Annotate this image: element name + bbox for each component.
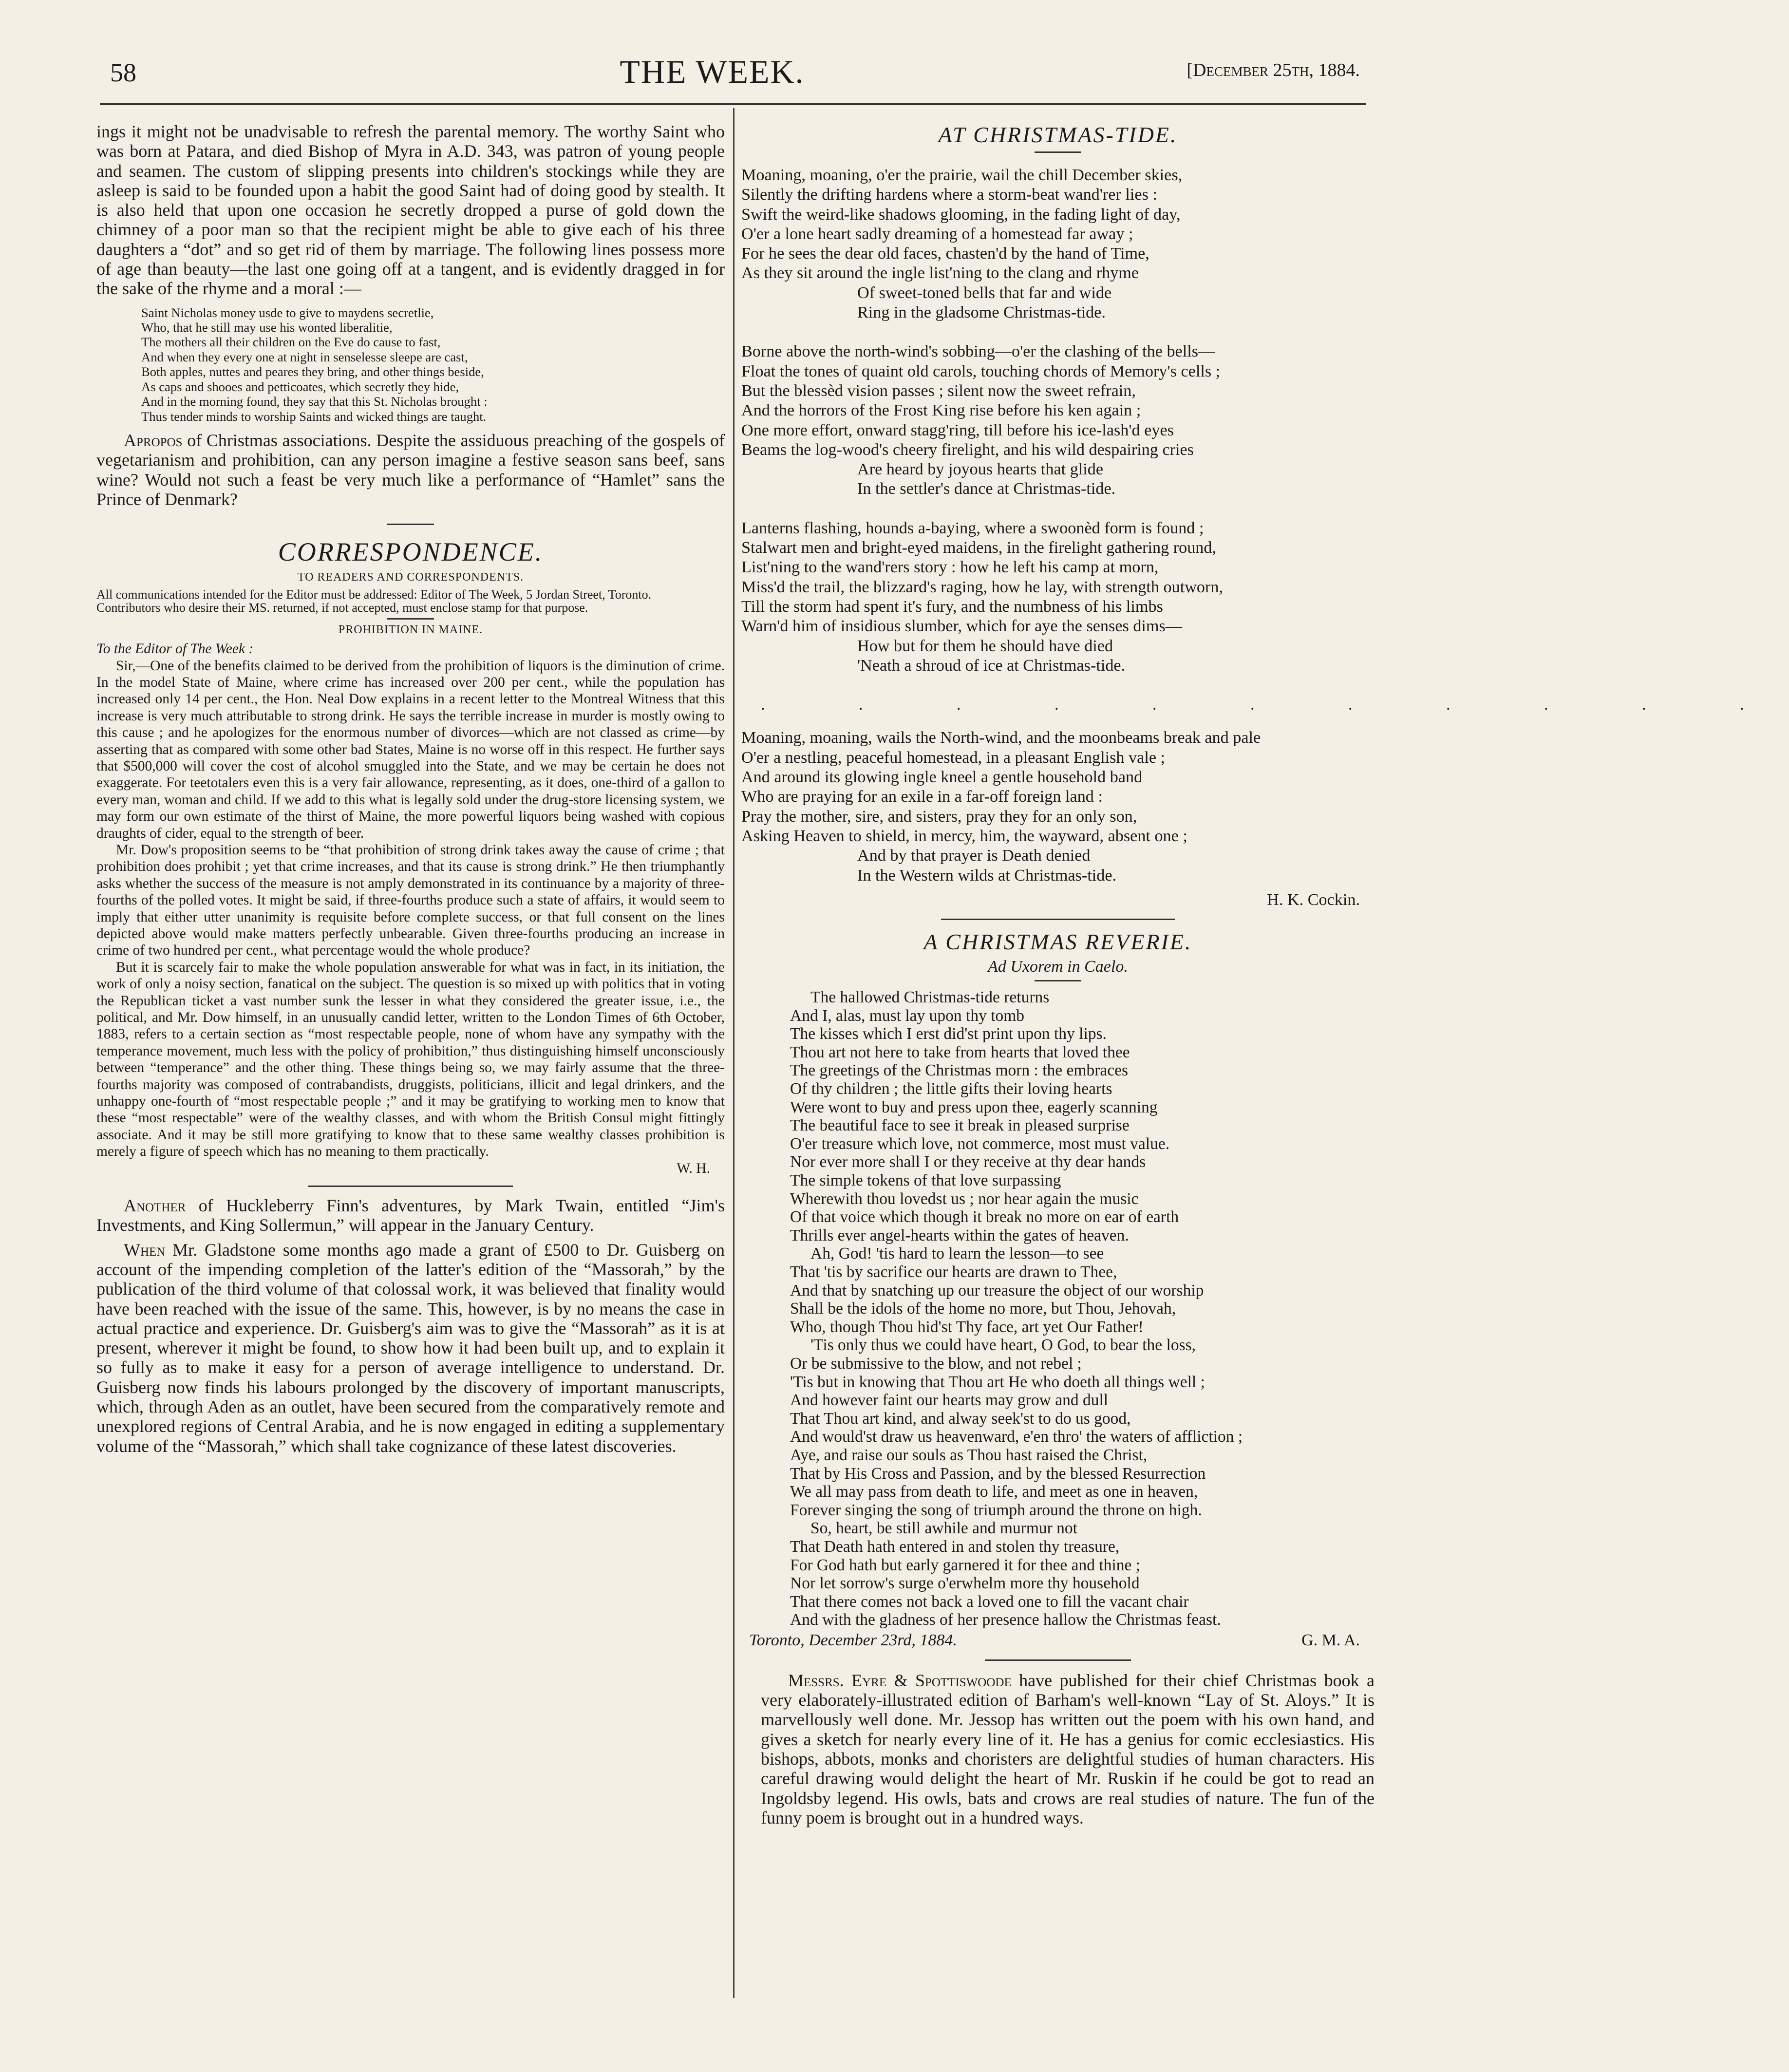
poem-line: Warn'd him of insidious slumber, which for aye the senses dims—	[741, 617, 1183, 636]
page-number: 58	[110, 58, 136, 87]
to-editor-line: To the Editor of The Week :	[96, 641, 254, 657]
poem-line: Swift the weird-like shadows glooming, in the fading light of day,	[741, 205, 1181, 224]
poem-line: Who are praying for an exile in a far-off foreign land :	[741, 788, 1103, 806]
poem-line: Borne above the north-wind's sobbing—o'er the clashing of the bells—	[741, 342, 1215, 361]
section-rule	[1035, 151, 1081, 153]
reverie-line: O'er treasure which love, not commerce, most must value.	[790, 1134, 1170, 1153]
section-rule	[941, 919, 1175, 920]
prohibition-letter	[96, 658, 725, 1160]
poem-line: Till the storm had spent it's fury, and the numbness of his limbs	[741, 597, 1163, 616]
poem-line: O'er a nestling, peaceful homestead, in a pleasant English vale ;	[741, 748, 1166, 767]
poem-line: Ring in the gladsome Christmas-tide.	[857, 303, 1106, 322]
reverie-line: That there comes not back a loved one to fill the vacant chair	[790, 1592, 1189, 1611]
poem-reverie-subtitle: Ad Uxorem in Caelo.	[988, 958, 1128, 976]
reverie-line: The greetings of the Christmas morn : the embraces	[790, 1061, 1128, 1080]
reverie-line: That 'tis by sacrifice our hearts are drawn to Thee,	[790, 1263, 1117, 1281]
verse-line: And in the morning found, they say that this St. Nicholas brought :	[141, 394, 488, 409]
reverie-line: And would'st draw us heavenward, e'en thro' the waters of affliction ;	[790, 1428, 1243, 1446]
stanza-break-dots: . . . . . . . . . . .	[761, 696, 1789, 714]
poem-christmas-tide	[741, 166, 1789, 885]
reverie-line: So, heart, be still awhile and murmur not	[810, 1519, 1077, 1538]
poem-line: For he sees the dear old faces, chasten'd by the hand of Time,	[741, 245, 1149, 263]
reverie-line: 'Tis only thus we could have heart, O God, to bear the loss,	[810, 1336, 1196, 1355]
poem-line: Moaning, moaning, o'er the prairie, wail the chill December skies,	[741, 166, 1183, 184]
reverie-line: And that by snatching up our treasure the object of our worship	[790, 1281, 1204, 1300]
letter-paragraph: Sir,—One of the benefits claimed to be derived from the prohibition of liquors is the diminution of crime. In the model State of Maine, where crime has increased over 200 per cent., while the population has increased only 14 per cent., the Hon. Neal Dow explains in a recent letter to the Montreal Witness that this increase is very much attributable to strong drink. He says the terrible increase in murder is mostly owing to this cause ; and he apologizes for the enormous number of divorces—which are not classed as crime—by asserting that as compared with some other bad States, Maine is no worse off in this respect. He further says that $500,000 will cover the cost of alcohol smuggled into the State, and we may be certain he does not exaggerate. For teetotalers even this is a very fair allowance, representing, as it does, one-third of a gallon to every man, woman and child. If we add to this what is legally sold under the drug-store licensing system, we may form our own estimate of the thirst of Maine, the more powerful liquors being washed with copious draughts of cider, equal to the strength of beer.	[96, 658, 725, 841]
section-rule	[387, 618, 434, 620]
poem-line: And by that prayer is Death denied	[857, 847, 1091, 865]
verse-line: The mothers all their children on the Eve do cause to fast,	[141, 335, 441, 350]
reverie-line: And however faint our hearts may grow and dull	[790, 1391, 1109, 1410]
apropos-lead: Apropos	[124, 430, 183, 450]
poem-stanza	[741, 728, 1375, 885]
poem-line: One more effort, onward stagg'ring, till before his ice-lash'd eyes	[741, 421, 1174, 439]
huckleberry-paragraph	[96, 1196, 725, 1235]
reverie-line: Thou art not here to take from hearts that loved thee	[790, 1043, 1130, 1061]
masthead-title: THE WEEK.	[620, 53, 805, 90]
reverie-line: The beautiful face to see it break in pleased surprise	[790, 1116, 1130, 1135]
letter-paragraph: But it is scarcely fair to make the whole population answerable for what was in fact, in its initiation, the work of only a noisy section, fanatical on the subject. The question is so mixed up with politics that in voting the Republican ticket a vast number sunk the lesser in what they considered the greater issue, i.e., the political, and Mr. Dow himself, in an unusually candid letter, written to the London Times of 6th October, 1883, refers to a certain section as “most respectable people, none of whom have any sympathy with the temperance movement, much less with the policy of prohibition,” thus distinguishing himself unconsciously between “temperance” and the other thing. These things being so, we may fairly assume that the three-fourths majority was composed of contrabandists, druggists, politicians, illicit and legal drinkers, and the unhappy one-fourth of “most respectable people ;” and it may be gratifying to working men to know that these “most respectable” were of the wealthy classes, and with whom the British Consul might fittingly associate. And it may be still more gratifying to know that to these same wealthy classes prohibition is merely a figure of speech which has no meaning to them practically.	[96, 959, 725, 1160]
another-lead: Another	[124, 1196, 186, 1216]
reverie-line: Shall be the idols of the home no more, but Thou, Jehovah,	[790, 1300, 1176, 1318]
poem-line: List'ning to the wand'rers story : how he left his camp at morn,	[741, 558, 1159, 577]
another-text: of Huckleberry Finn's adventures, by Mark Twain, entitled “Jim's Investments, and King Sollermun,” will appear in the January Century.	[96, 1196, 725, 1235]
verse-line: As caps and shooes and petticoates, which secretly they hide,	[141, 379, 459, 394]
section-rule	[1035, 980, 1081, 981]
poem-reverie	[741, 988, 1375, 1629]
poem-line: Float the tones of quaint old carols, touching chords of Memory's cells ;	[741, 362, 1221, 380]
section-rule	[308, 1186, 513, 1187]
poem-christmas-tide-title: AT CHRISTMAS-TIDE.	[938, 122, 1178, 147]
poem-line: Pray the mother, sire, and sisters, pray they for an only son,	[741, 807, 1137, 826]
column-divider	[733, 108, 734, 1998]
poem-reverie-title: A CHRISTMAS REVERIE.	[923, 929, 1192, 955]
reverie-line: Aye, and raise our souls as Thou hast raised the Christ,	[790, 1446, 1148, 1464]
right-column	[741, 122, 1789, 2002]
reverie-line: The simple tokens of that love surpassing	[790, 1171, 1061, 1190]
reverie-line: 'Tis but in knowing that Thou art He who doeth all things well ;	[790, 1373, 1205, 1391]
section-rule	[387, 524, 434, 525]
correspondence-note-address: All communications intended for the Editor must be addressed: Editor of The Week, 5 Jordan Street, Toronto.	[96, 587, 652, 602]
poem-line: Silently the drifting hardens where a storm-beat wand'rer lies :	[741, 186, 1157, 204]
poem-line: Lanterns flashing, hounds a-baying, where a swoonèd form is found ;	[741, 519, 1204, 537]
poem-reverie-place: Toronto, December 23rd, 1884.	[749, 1631, 957, 1649]
poem-line: Beams the log-wood's cheery firelight, and his wild despairing cries	[741, 440, 1194, 459]
reverie-line: That by His Cross and Passion, and by the blessed Resurrection	[790, 1464, 1206, 1483]
poem-stanza	[741, 519, 1375, 676]
reverie-line: That Thou art kind, and alway seek'st to do us good,	[790, 1409, 1131, 1428]
poem-reverie-signature: G. M. A.	[1301, 1631, 1360, 1649]
poem-line: In the Western wilds at Christmas-tide.	[857, 866, 1117, 885]
poem-line: Moaning, moaning, wails the North-wind, and the moonbeams break and pale	[741, 729, 1261, 747]
issue-date: [December 25th, 1884.	[1186, 60, 1360, 80]
reverie-line: Ah, God! 'tis hard to learn the lesson—to see	[810, 1244, 1104, 1263]
poem-stanza	[741, 342, 1375, 499]
poem-line: In the settler's dance at Christmas-tide.	[857, 480, 1116, 498]
poem-line: 'Neath a shroud of ice at Christmas-tide.	[857, 656, 1126, 675]
reverie-line: Of thy children ; the little gifts their loving hearts	[790, 1080, 1112, 1098]
poem-line: Are heard by joyous hearts that glide	[857, 460, 1104, 479]
reverie-line: For God hath but early garnered it for thee and thine ;	[790, 1556, 1141, 1574]
when-text: Mr. Gladstone some months ago made a grant of £500 to Dr. Guisberg on account of the impending completion of the latter's edition of the “Massorah,” by the publication of the third volume of that colossal work, it was believed that finality would have been reached with the issue of the same. This, however, is by no means the case in actual practice and experience. Dr. Guisberg's aim was to give the “Massorah” as it is at present, wherever it might be found, to show how it had been built up, and to explain it so fully as to make it easy for a person of average intelligence to understand. Dr. Guisberg now finds his labours prolonged by the discovery of important manuscripts, which, through Aden as an outlet, have been secured from the comparatively remote and unexplored regions of Central Arabia, and he is now engaged in editing a supplementary volume of the “Massorah,” which shall take cognizance of these latest discoveries.	[96, 1240, 725, 1456]
letter-signature: W. H.	[677, 1160, 710, 1176]
apropos-text: of Christmas associations. Despite the assiduous preaching of the gospels of vegetarianism and prohibition, can any person imagine a festive season sans beef, sans wine? Would not such a feast be very much like a performance of “Hamlet” sans the Prince of Denmark?	[96, 430, 725, 509]
verse-line: And when they every one at night in senselesse sleepe are cast,	[141, 349, 468, 364]
poem-line: Of sweet-toned bells that far and wide	[857, 283, 1112, 302]
poem-line: And the horrors of the Frost King rise before his ken again ;	[741, 401, 1141, 420]
apropos-paragraph	[96, 431, 725, 509]
poem-line: Stalwart men and bright-eyed maidens, in the firelight gathering round,	[741, 539, 1217, 557]
left-column	[96, 122, 725, 2002]
reverie-line: Who, though Thou hid'st Thy face, art yet Our Father!	[790, 1318, 1144, 1336]
eyre-spottiswoode-paragraph	[741, 1671, 1375, 1827]
poem-reverie-footer	[741, 1629, 1375, 1650]
verse-line: Who, that he still may use his wonted liberalitie,	[141, 320, 393, 335]
reverie-line: Or be submissive to the blow, and not rebel ;	[790, 1354, 1082, 1373]
eyre-lead: Messrs. Eyre & Spottiswoode	[788, 1670, 1012, 1690]
reverie-line: Nor ever more shall I or they receive at thy dear hands	[790, 1153, 1146, 1171]
reverie-line: Were wont to buy and press upon thee, eagerly scanning	[790, 1098, 1158, 1116]
when-lead: When	[124, 1240, 166, 1260]
poem-line: As they sit around the ingle list'ning to the clang and rhyme	[741, 264, 1139, 283]
poem-line: Miss'd the trail, the blizzard's raging, how he lay, with strength outworn,	[741, 578, 1223, 596]
verse-line: Both apples, nuttes and peares they bring, and other things beside,	[141, 364, 484, 379]
saint-nicholas-verse	[141, 305, 725, 424]
reverie-line: Forever singing the song of triumph around the throne on high.	[790, 1501, 1202, 1519]
reverie-line: And with the gladness of her presence hallow the Christmas feast.	[790, 1611, 1221, 1629]
verse-line: Thus tender minds to worship Saints and wicked things are taught.	[141, 409, 487, 424]
header-rule	[100, 103, 1366, 105]
reverie-line: And I, alas, must lay upon thy tomb	[790, 1006, 1025, 1025]
poem-line: And around its glowing ingle kneel a gentle household band	[741, 768, 1143, 787]
correspondence-subtitle: TO READERS AND CORRESPONDENTS.	[297, 571, 524, 584]
correspondence-title: CORRESPONDENCE.	[278, 537, 544, 567]
reverie-line: The hallowed Christmas-tide returns	[810, 988, 1050, 1007]
poem-line: Asking Heaven to shield, in mercy, him, the wayward, absent one ;	[741, 827, 1187, 845]
reverie-line: Of that voice which though it break no more on ear of earth	[790, 1208, 1179, 1226]
correspondence-note-stamp: Contributors who desire their MS. returned, if not accepted, must enclose stamp for that purpose.	[96, 601, 588, 615]
saint-nicholas-paragraph: ings it might not be unadvisable to refresh the parental memory. The worthy Saint who was born at Patara, and died Bishop of Myra in A.D. 343, was patron of young people and seamen. The custom of slipping presents into children's stockings while they are asleep is said to be founded upon a habit the good Saint had of doing good by stealth. It is also held that upon one occasion he secretly dropped a purse of gold down the chimney of a poor man so that the recipient might be able to give each of his three daughters a “dot” and so get rid of them by marriage. The following lines possess more of age than beauty—the last one going off at a tangent, and is evidently dragged in for the sake of the rhyme and a moral :—	[96, 122, 725, 299]
letter-paragraph: Mr. Dow's proposition seems to be “that prohibition of strong drink takes away the cause of crime ; that prohibition does prohibit ; yet that crime increases, and that its cause is strong drink.” He then triumphantly asks whether the success of the measure is not amply demonstrated in its continuance by a majority of three-fourths of the polled votes. It might be said, if three-fourths produce such a state of affairs, it would seem to imply that either utter unanimity is requisite before complete success, or that full consent on the lines depicted above would make matters perfectly unbearable. Given three-fourths producing an increase in crime of two hundred per cent., what percentage would the whole produce?	[96, 842, 725, 959]
reverie-line: Wherewith thou lovedst us ; nor hear again the music	[790, 1189, 1139, 1208]
prohibition-title: PROHIBITION IN MAINE.	[338, 623, 483, 637]
massorah-paragraph	[96, 1240, 725, 1456]
section-rule	[985, 1659, 1131, 1661]
poem-line: How but for them he should have died	[857, 637, 1113, 655]
reverie-line: The kisses which I erst did'st print upon thy lips.	[790, 1025, 1107, 1043]
reverie-line: We all may pass from death to life, and meet as one in heaven,	[790, 1483, 1198, 1501]
reverie-line: Thrills ever angel-hearts within the gates of heaven.	[790, 1226, 1129, 1244]
eyre-text: have published for their chief Christmas book a very elaborately-illustrated edition of Barham's well-known “Lay of St. Aloys.” It is marvellously well done. Mr. Jessop has written out the poem with his own hand, and gives a sketch for nearly every line of it. He has a genius for comic ecclesiastics. His bishops, abbots, monks and choristers are delightful studies of human characters. His careful drawing would delight the heart of Mr. Ruskin if he could be got to read an Ingoldsby legend. His owls, bats and crows are real studies of nature. The fun of the funny poem is brought out in a hundred ways.	[761, 1670, 1375, 1827]
reverie-line: Nor let sorrow's surge o'erwhelm more thy household	[790, 1574, 1140, 1593]
poem-line: O'er a lone heart sadly dreaming of a homestead far away ;	[741, 225, 1133, 243]
verse-line: Saint Nicholas money usde to give to maydens secretlie,	[141, 305, 434, 320]
poem-christmas-tide-signature: H. K. Cockin.	[1267, 890, 1360, 909]
reverie-line: That Death hath entered in and stolen thy treasure,	[790, 1537, 1120, 1556]
poem-line: But the blessèd vision passes ; silent now the sweet refrain,	[741, 381, 1136, 400]
poem-stanza	[741, 166, 1375, 322]
